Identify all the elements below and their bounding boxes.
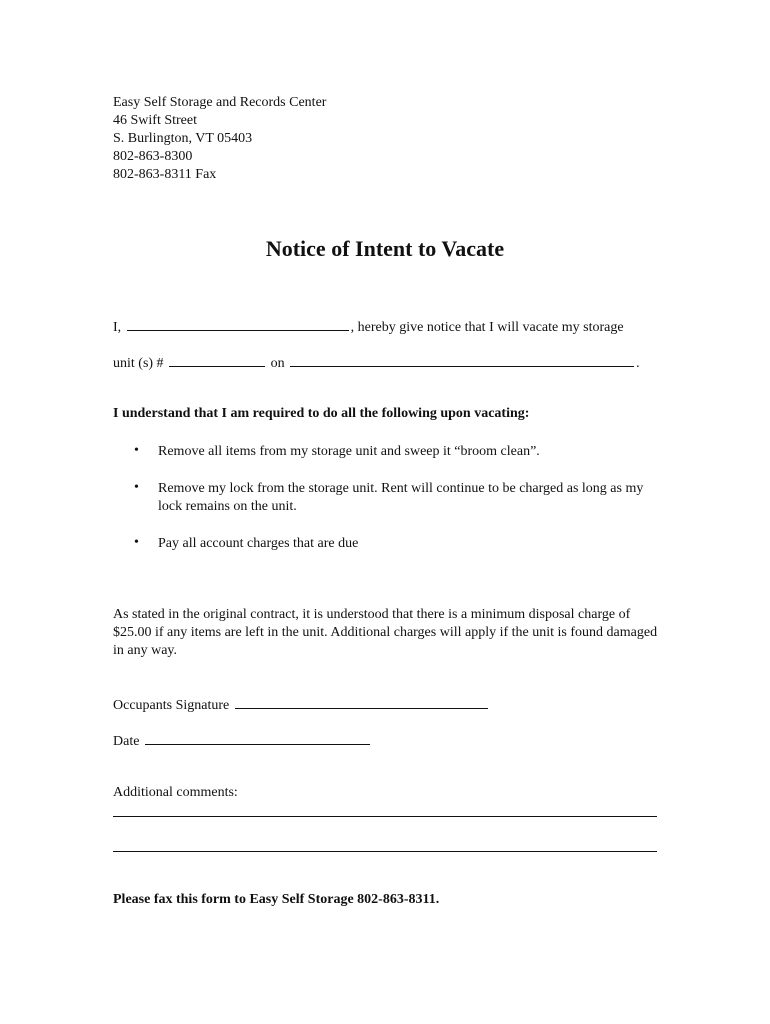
date-row	[113, 731, 372, 750]
page-title: Notice of Intent to Vacate	[265, 236, 505, 261]
signature-label: Occupants Signature	[113, 698, 230, 713]
list-item: Remove my lock from the storage unit. Rent will continue to be charged as long as my lock remains on the unit.	[158, 481, 644, 514]
requirements-heading: I understand that I am required to do all the following upon vacating:	[113, 406, 530, 421]
date-field[interactable]	[145, 731, 370, 745]
list-item: Remove all items from my storage unit and sweep it “broom clean”.	[158, 444, 540, 459]
fax-instruction: Please fax this form to Easy Self Storage 802-863-8311.	[113, 892, 440, 907]
notice-suffix: , hereby give notice that I will vacate my storage	[350, 320, 624, 335]
signature-row	[113, 695, 490, 714]
fax-number: 802-863-8311 Fax	[113, 167, 217, 182]
disposal-paragraph: As stated in the original contract, it is understood that there is a minimum disposal charge of $25.00 if any items are left in the unit. Additional charges will apply if the unit is found damaged in any way.	[113, 607, 658, 658]
date-prefix: on	[270, 356, 285, 371]
vacate-date-field[interactable]	[290, 353, 634, 367]
phone-number: 802-863-8300	[113, 149, 193, 164]
bullet-icon: •	[134, 480, 139, 495]
notice-prefix: I,	[113, 320, 122, 335]
bullet-icon: •	[134, 443, 139, 458]
comments-line-1[interactable]	[113, 816, 657, 817]
street-address: 46 Swift Street	[113, 113, 197, 128]
line-end: .	[636, 356, 640, 371]
unit-prefix: unit (s) #	[113, 356, 164, 371]
bullet-icon: •	[134, 535, 139, 550]
date-label: Date	[113, 734, 140, 749]
comments-label: Additional comments:	[113, 785, 238, 800]
notice-line-2	[113, 353, 640, 372]
name-field[interactable]	[127, 317, 349, 331]
city-state-zip: S. Burlington, VT 05403	[113, 131, 253, 146]
notice-line-1	[113, 317, 624, 336]
unit-number-field[interactable]	[169, 353, 265, 367]
signature-field[interactable]	[235, 695, 488, 709]
company-name: Easy Self Storage and Records Center	[113, 95, 327, 110]
comments-line-2[interactable]	[113, 851, 657, 852]
list-item: Pay all account charges that are due	[158, 536, 359, 551]
